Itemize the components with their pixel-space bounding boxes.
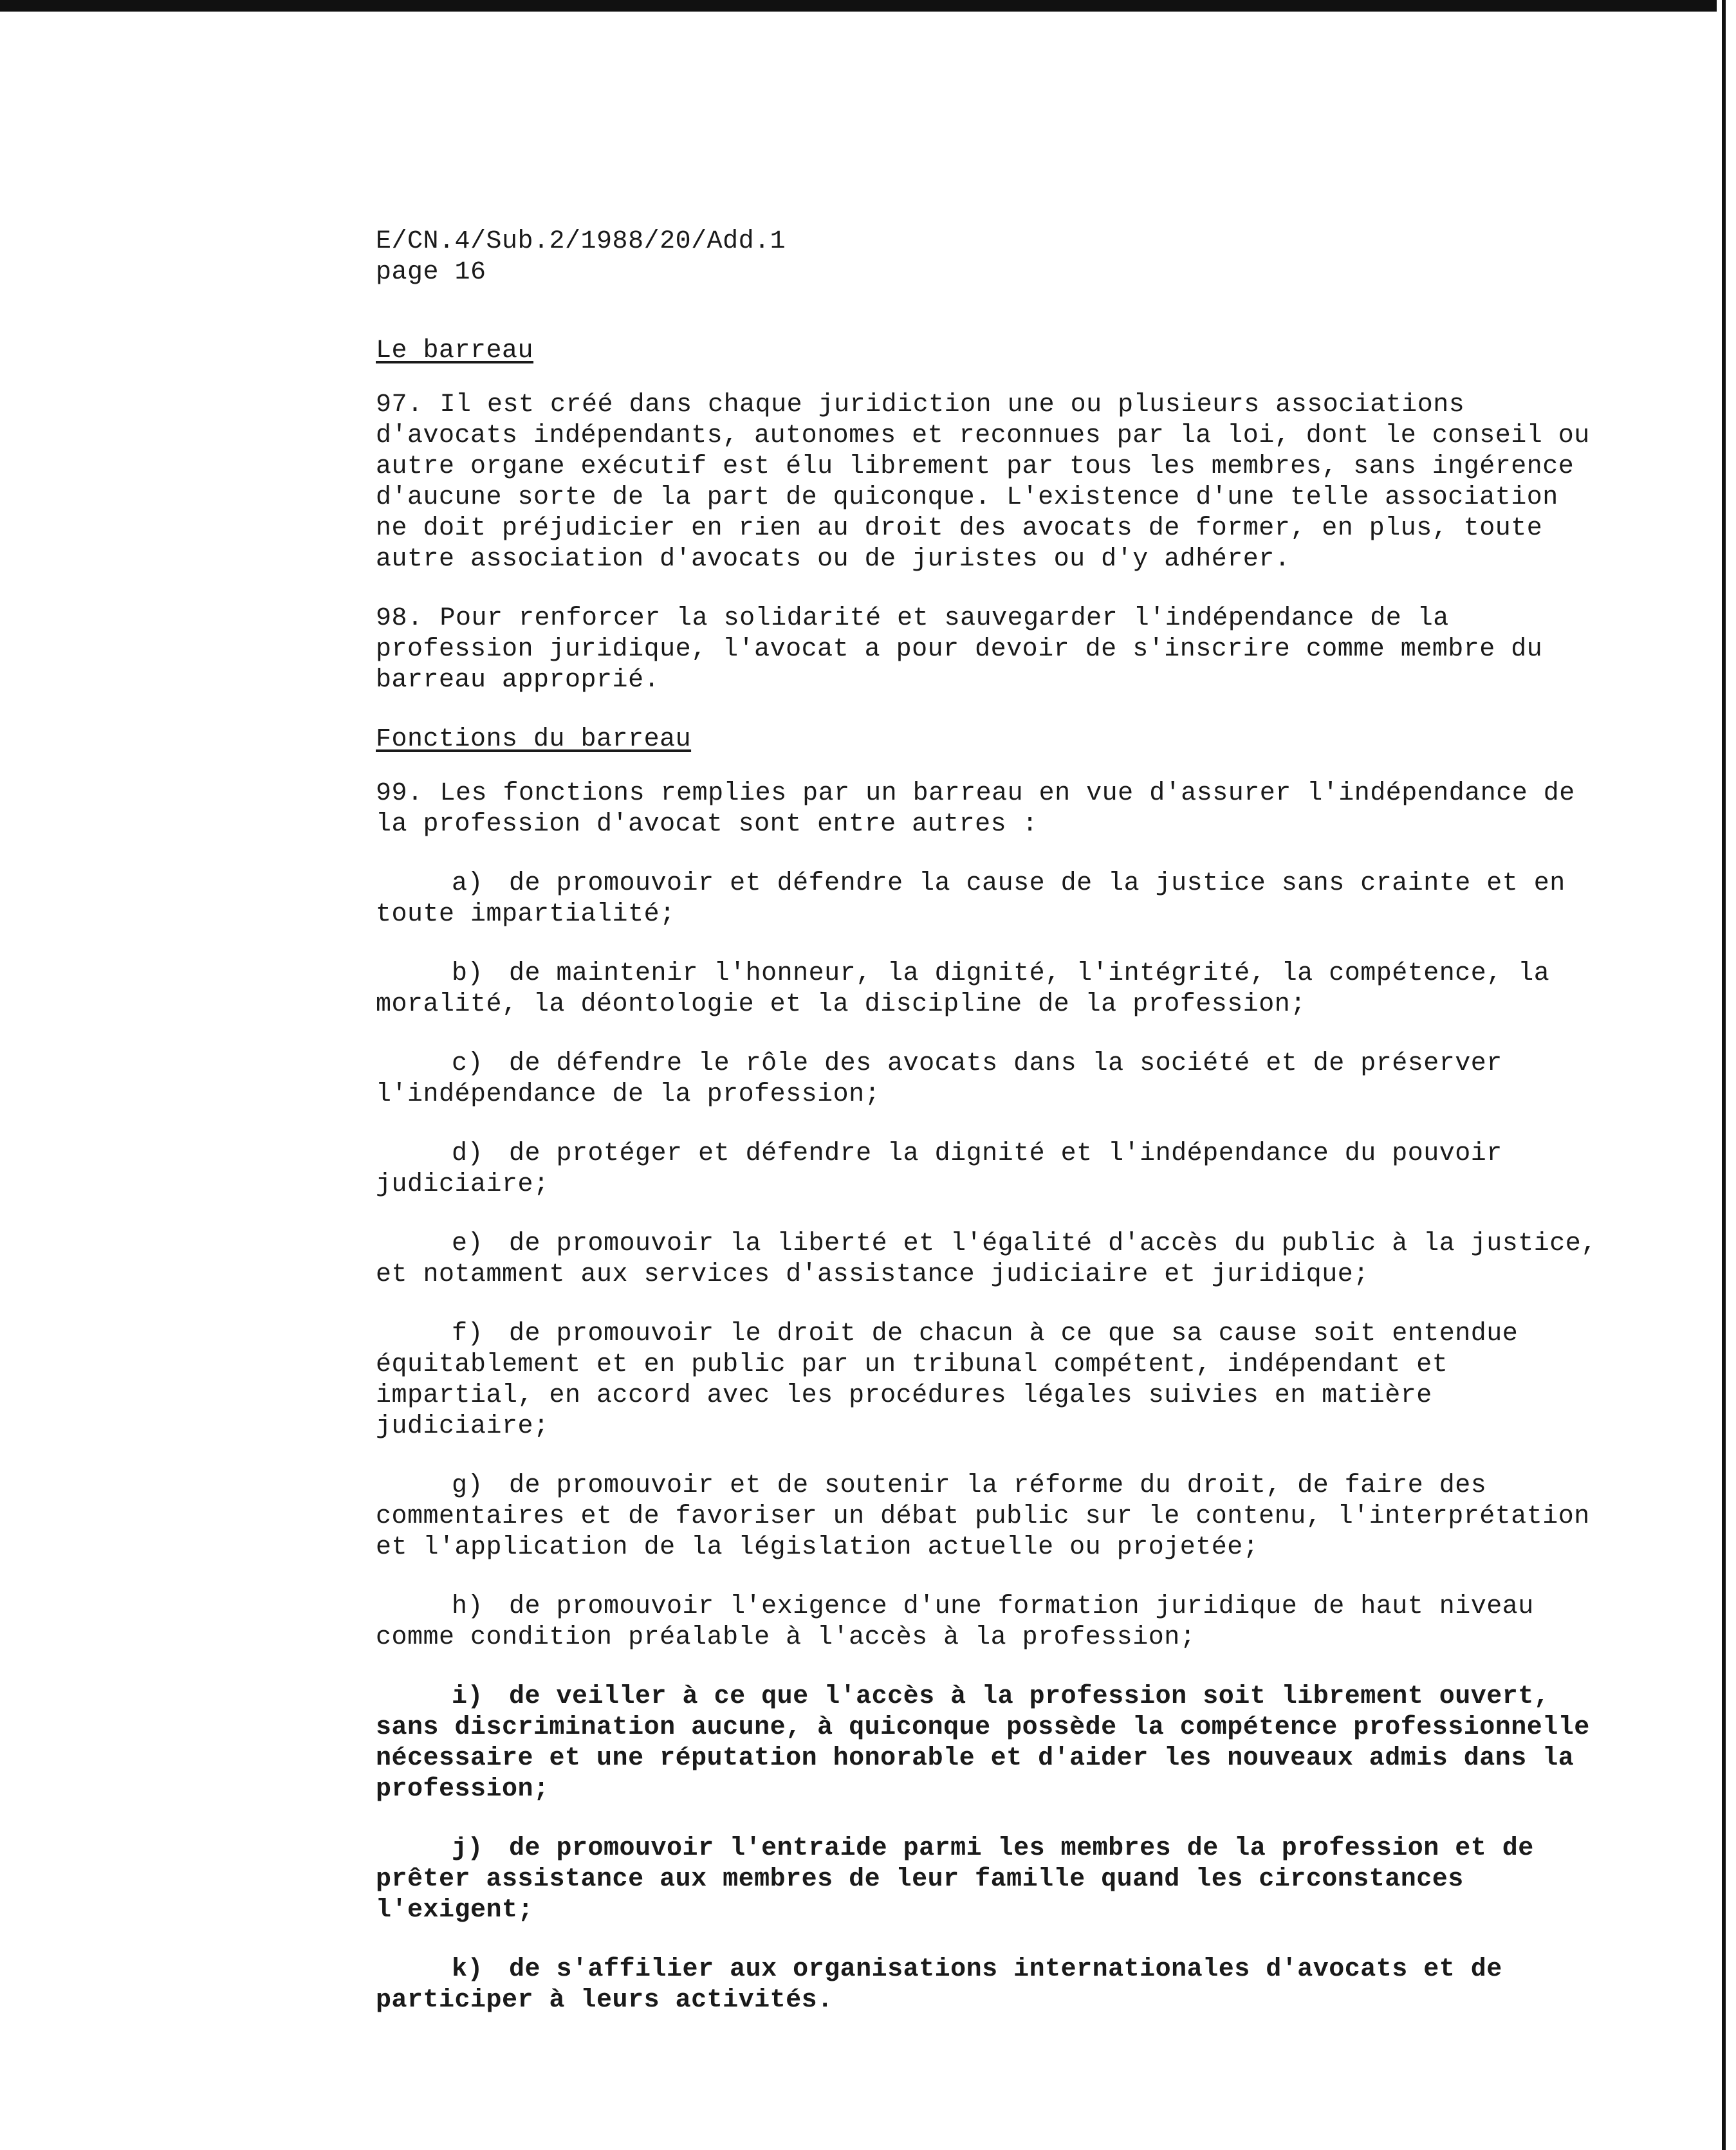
item-letter: d): [452, 1139, 484, 1168]
list-item-i: [376, 1682, 1598, 1805]
list-item-k: [376, 1954, 1598, 2016]
list-item-f: [376, 1319, 1598, 1442]
page-number: page 16: [376, 258, 486, 287]
paragraph-number: 99.: [376, 779, 423, 808]
paragraph-number: 98.: [376, 604, 423, 633]
section-heading-fonctions-du-barreau: Fonctions du barreau: [376, 725, 692, 754]
item-letter: a): [452, 869, 484, 898]
item-text: de maintenir l'honneur, la dignité, l'intégrité, la compétence, la moralité, la déontologie et la discipline de la profession;: [376, 959, 1550, 1019]
document-header: [376, 226, 1598, 288]
item-letter: j): [452, 1834, 484, 1863]
list-item-c: [376, 1049, 1598, 1110]
scan-border-top: [0, 0, 1736, 12]
item-letter: g): [452, 1471, 484, 1500]
item-letter: e): [452, 1229, 484, 1258]
list-item-h: [376, 1592, 1598, 1653]
paragraph-text: Pour renforcer la solidarité et sauvegarder l'indépendance de la profession juridique, l'avocat a pour devoir de s'inscrire comme membre du barreau approprié.: [376, 604, 1543, 695]
paragraph-text: Les fonctions remplies par un barreau en vue d'assurer l'indépendance de la profession d'avocat sont entre autres :: [376, 779, 1575, 839]
item-text: de promouvoir l'exigence d'une formation juridique de haut niveau comme condition préalable à l'accès à la profession;: [376, 1592, 1534, 1652]
paragraph-text: Il est créé dans chaque juridiction une ou plusieurs associations d'avocats indépendants, autonomes et reconnues par la loi, dont le conseil ou autre organe exécutif est élu librement par tous les membres, sans ingérence d'aucune sorte de la part de quiconque. L'existence d'une telle association ne doit préjudicier en rien au droit des avocats de former, en plus, toute autre association d'avocats ou de juristes ou d'y adhérer.: [376, 390, 1590, 574]
paragraph-98: [376, 603, 1598, 696]
section-heading-le-barreau: Le barreau: [376, 336, 534, 365]
item-letter: c): [452, 1049, 484, 1078]
list-item-a: [376, 868, 1598, 930]
paragraph-97: [376, 390, 1598, 575]
list-item-g: [376, 1471, 1598, 1563]
item-text: de promouvoir le droit de chacun à ce que sa cause soit entendue équitablement et en public par un tribunal compétent, indépendant et impartial, en accord avec les procédures légales suivies en matière judiciaire;: [376, 1319, 1519, 1441]
item-text: de protéger et défendre la dignité et l'indépendance du pouvoir judiciaire;: [376, 1139, 1502, 1199]
paragraph-number: 97.: [376, 390, 423, 419]
paragraph-99: [376, 778, 1598, 840]
list-item-j: [376, 1833, 1598, 1926]
item-text: de défendre le rôle des avocats dans la société et de préserver l'indépendance de la profession;: [376, 1049, 1502, 1109]
item-text: de promouvoir et de soutenir la réforme du droit, de faire des commentaires et de favoriser un débat public sur le contenu, l'interprétation et l'application de la législation actuelle ou projetée;: [376, 1471, 1590, 1562]
item-text: de promouvoir la liberté et l'égalité d'accès du public à la justice, et notamment aux services d'assistance judiciaire et juridique;: [376, 1229, 1597, 1289]
item-text: de veiller à ce que l'accès à la profession soit librement ouvert, sans discrimination aucune, à quiconque possède la compétence professionnelle nécessaire et une réputation honorable et d'aider les nouveaux admis dans la profession;: [376, 1682, 1590, 1804]
list-item-e: [376, 1229, 1598, 1291]
list-item-d: [376, 1139, 1598, 1200]
item-letter: h): [452, 1592, 484, 1621]
item-letter: b): [452, 959, 484, 988]
list-item-b: [376, 959, 1598, 1020]
item-letter: f): [452, 1319, 484, 1348]
document-page: [376, 226, 1598, 2044]
item-letter: i): [452, 1682, 484, 1711]
document-symbol: E/CN.4/Sub.2/1988/20/Add.1: [376, 227, 786, 256]
item-text: de promouvoir et défendre la cause de la justice sans crainte et en toute impartialité;: [376, 869, 1565, 929]
item-letter: k): [452, 1955, 484, 1984]
item-text: de s'affilier aux organisations internationales d'avocats et de participer à leurs activités.: [376, 1955, 1502, 2015]
item-text: de promouvoir l'entraide parmi les membres de la profession et de prêter assistance aux membres de leur famille quand les circonstances l'exigent;: [376, 1834, 1534, 1925]
scan-border-right: [1717, 0, 1736, 2150]
